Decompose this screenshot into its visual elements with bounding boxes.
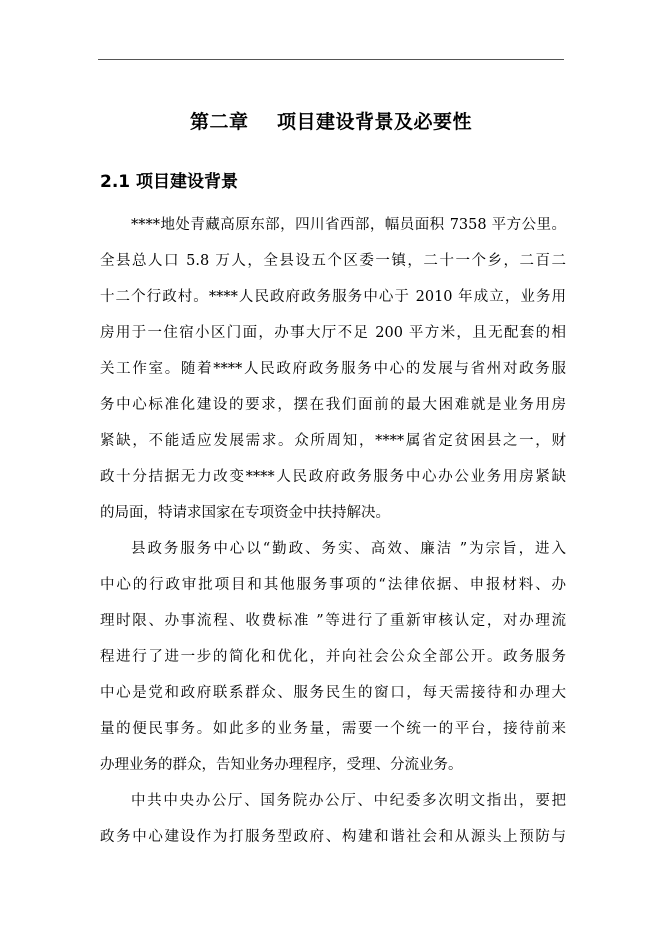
paragraph-line: 中共中央办公厅、国务院办公厅、中纪委多次明文指出，要把 — [131, 793, 566, 809]
paragraph-line: 全县总人口 5.8 万人，全县设五个区委一镇，二十一个乡，二百二 — [100, 253, 566, 269]
paragraph-line: 理时限、办事流程、收费标准 ”等进行了重新审核认定，对办理流 — [100, 613, 566, 629]
paragraph-line: 的局面，特请求国家在专项资金中扶持解决。 — [100, 505, 390, 521]
paragraph-line: 量的便民事务。如此多的业务量，需要一个统一的平台，接待前来 — [100, 721, 566, 737]
section-heading: 2.1 项目建设背景 — [100, 172, 239, 192]
paragraph-line: 办理业务的群众，告知业务办理程序，受理、分流业务。 — [100, 757, 463, 773]
paragraph-line: 程进行了进一步的简化和优化，并向社会公众全部公开。政务服务 — [100, 649, 566, 665]
paragraph-line: 政务中心建设作为打服务型政府、构建和谐社会和从源头上预防与 — [100, 829, 566, 845]
paragraph-line: 中心是党和政府联系群众、服务民生的窗口，每天需接待和办理大 — [100, 685, 566, 701]
paragraph-line: 关工作室。随着****人民政府政务服务中心的发展与省州对政务服 — [100, 361, 566, 377]
paragraph-line: 房用于一住宿小区门面，办事大厅不足 200 平方米，且无配套的相 — [100, 325, 566, 341]
header-rule — [98, 59, 564, 60]
paragraph-line: 县政务服务中心以“勤政、务实、高效、廉洁 ”为宗旨，进入 — [131, 541, 566, 557]
paragraph-line: 务中心标准化建设的要求，摆在我们面前的最大困难就是业务用房 — [100, 397, 566, 413]
paragraph-line: 紧缺，不能适应发展需求。众所周知，****属省定贫困县之一，财 — [100, 433, 566, 449]
paragraph-line: 政十分拮据无力改变****人民政府政务服务中心办公业务用房紧缺 — [100, 469, 566, 485]
paragraph-line: ****地处青藏高原东部，四川省西部，幅员面积 7358 平方公里。 — [131, 217, 566, 233]
paragraph-line: 中心的行政审批项目和其他服务事项的“法律依据、申报材料、办 — [100, 577, 566, 593]
paragraph-line: 十二个行政村。****人民政府政务服务中心于 2010 年成立，业务用 — [100, 289, 566, 305]
chapter-title: 第二章 项目建设背景及必要性 — [190, 111, 472, 133]
